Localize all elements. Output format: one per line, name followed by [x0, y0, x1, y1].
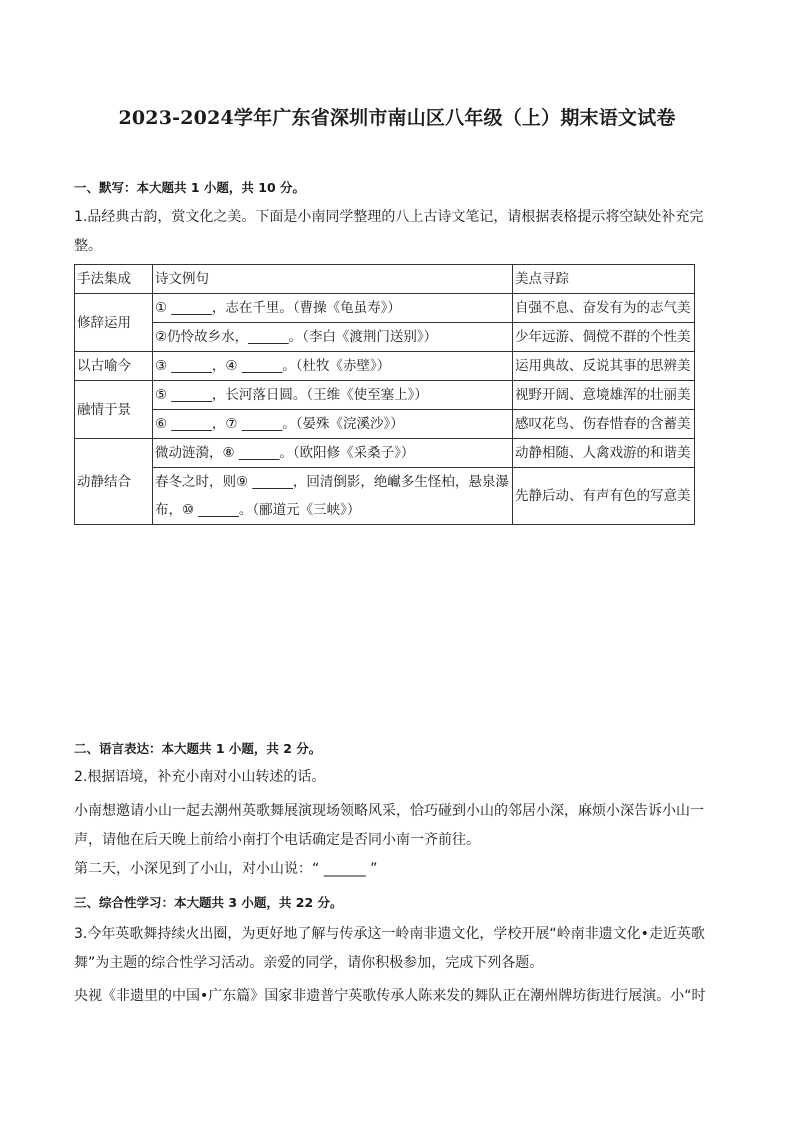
table-row: [75, 439, 695, 468]
table-header: 诗文例句: [153, 265, 513, 294]
technique-cell: 融情于景: [75, 381, 153, 439]
technique-cell: 以古喻今: [75, 352, 153, 381]
beauty-cell: 少年远游、倜傥不群的个性美: [513, 323, 695, 352]
table-row: [75, 468, 695, 525]
table-header: 手法集成: [75, 265, 153, 294]
question-3-continuation: 央视《非遗里的中国•广东篇》国家非遗普宁英歌传承人陈来发的舞队正在潮州牌坊街进行展演。小“时: [74, 988, 706, 1004]
example-cell: ⑤ ______，长河落日圆。（王维《使至塞上》）: [153, 381, 513, 410]
page-title: 2023-2024学年广东省深圳市南山区八年级（上）期末语文试卷: [118, 107, 676, 129]
table-header-row: [75, 265, 695, 294]
example-cell: 微动涟漪，⑧ ______。（欧阳修《采桑子》）: [153, 439, 513, 468]
question-2-answer-line: 第二天，小深见到了小山，对小山说：“ ______ ”: [74, 861, 378, 877]
section-heading-1: 一、默写：本大题共 1 小题，共 10 分。: [74, 180, 306, 195]
table-row: [75, 352, 695, 381]
beauty-cell: 先静后动、有声有色的写意美: [513, 468, 695, 525]
section-heading-3: 三、综合性学习：本大题共 3 小题，共 22 分。: [74, 895, 343, 910]
table-row: [75, 410, 695, 439]
table-row: [75, 381, 695, 410]
table-header: 美点寻踪: [513, 265, 695, 294]
question-3-text: 3.今年英歌舞持续火出圈，为更好地了解与传承这一岭南非遗文化，学校开展“岭南非遗文化•走近英歌舞”为主题的综合性学习活动。亲爱的同学，请你积极参加，完成下列各题。: [74, 926, 705, 971]
question-2-prompt: 2.根据语境，补充小南对小山转述的话。: [74, 769, 326, 785]
example-cell: ① ______，志在千里。（曹操《龟虽寿》）: [153, 294, 513, 323]
example-cell: 春冬之时，则⑨ ______，回清倒影，绝𪩘多生怪柏，悬泉瀑布，⑩ ______。（郦道元《三峡》）: [153, 468, 513, 525]
example-cell: ③ ______，④ ______。（杜牧《赤壁》）: [153, 352, 513, 381]
beauty-cell: 视野开阔、意境雄浑的壮丽美: [513, 381, 695, 410]
question-2-context: 小南想邀请小山一起去潮州英歌舞展演现场领略风采，恰巧碰到小山的邻居小深，麻烦小深告诉小山一声，请他在后天晚上前给小南打个电话确定是否同小南一齐前往。: [74, 803, 704, 848]
technique-cell: 动静结合: [75, 439, 153, 525]
technique-cell: 修辞运用: [75, 294, 153, 352]
beauty-cell: 自强不息、奋发有为的志气美: [513, 294, 695, 323]
question-1-text: 1.品经典古韵，赏文化之美。下面是小南同学整理的八上古诗文笔记，请根据表格提示将空缺处补充完整。: [74, 209, 704, 254]
example-cell: ⑥ ______，⑦ ______。（晏殊《浣溪沙》）: [153, 410, 513, 439]
table-row: [75, 294, 695, 323]
beauty-cell: 感叹花鸟、伤春惜春的含蓄美: [513, 410, 695, 439]
beauty-cell: 运用典故、反说其事的思辨美: [513, 352, 695, 381]
beauty-cell: 动静相随、人禽戏游的和谐美: [513, 439, 695, 468]
table-row: [75, 323, 695, 352]
section-heading-2: 二、语言表达：本大题共 1 小题，共 2 分。: [74, 741, 322, 756]
poetry-notes-table: [74, 264, 695, 525]
example-cell: ②仍怜故乡水，______。（李白《渡荆门送别》）: [153, 323, 513, 352]
